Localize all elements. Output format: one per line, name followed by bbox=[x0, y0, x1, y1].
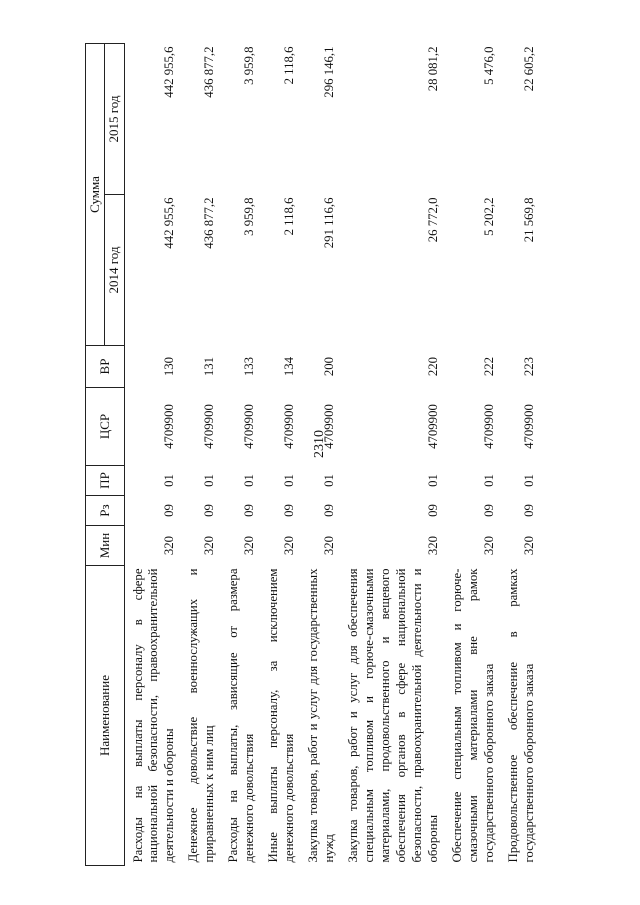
row-rz-code: 09 bbox=[282, 504, 297, 517]
table-row bbox=[129, 44, 181, 866]
row-sum-2014: 291 116,6 bbox=[322, 197, 337, 249]
budget-table bbox=[85, 43, 540, 866]
table-header bbox=[86, 44, 125, 866]
header-sum: Сумма bbox=[86, 44, 105, 346]
row-sum-2015: 3 959,8 bbox=[242, 46, 257, 85]
header-year-2014: 2014 год bbox=[105, 195, 124, 346]
row-sum-2015: 5 476,0 bbox=[482, 46, 497, 85]
row-min-code: 320 bbox=[322, 535, 337, 556]
row-vr-code: 222 bbox=[482, 356, 497, 377]
row-sum-2015: 22 605,2 bbox=[522, 46, 537, 92]
table-row bbox=[304, 44, 340, 866]
row-sum-2014: 3 959,8 bbox=[242, 197, 257, 236]
row-pr-code: 01 bbox=[202, 474, 217, 487]
row-rz-code: 09 bbox=[202, 504, 217, 517]
row-rz-code: 09 bbox=[322, 504, 337, 517]
header-year-2015: 2015 год bbox=[105, 44, 124, 195]
row-pr-code: 01 bbox=[242, 474, 257, 487]
table-row bbox=[448, 44, 500, 866]
row-min-code: 320 bbox=[242, 535, 257, 556]
row-name: Расходы на выплаты персоналу в сфере национальной безопасности, правоохранительной деятельности и обороны bbox=[130, 568, 177, 863]
row-sum-2014: 442 955,6 bbox=[162, 197, 177, 249]
row-min-code: 320 bbox=[282, 535, 297, 556]
row-sum-2015: 296 146,1 bbox=[322, 46, 337, 98]
row-name: Закупка товаров, работ и услуг для обеспечения специальным топливом и горюче-смазочными материалами, продовольственного и вещевого обеспечения органов в сфере национальной безопасности, правоохранительной деятельности и обороны bbox=[346, 568, 441, 863]
table-row bbox=[264, 44, 300, 866]
row-min-code: 320 bbox=[202, 535, 217, 556]
row-csr-code: 4709900 bbox=[322, 404, 337, 449]
row-rz-code: 09 bbox=[242, 504, 257, 517]
row-csr-code: 4709900 bbox=[426, 404, 441, 449]
table-row bbox=[184, 44, 220, 866]
row-csr-code: 4709900 bbox=[242, 404, 257, 449]
row-pr-code: 01 bbox=[162, 474, 177, 487]
row-rz-code: 09 bbox=[482, 504, 497, 517]
row-vr-code: 220 bbox=[426, 356, 441, 377]
row-sum-2014: 2 118,6 bbox=[282, 197, 297, 236]
header-csr: ЦСР bbox=[86, 388, 125, 466]
row-pr-code: 01 bbox=[482, 474, 497, 487]
row-csr-code: 4709900 bbox=[162, 404, 177, 449]
row-sum-2014: 5 202,2 bbox=[482, 197, 497, 236]
row-sum-2014: 436 877,2 bbox=[202, 197, 217, 249]
row-rz-code: 09 bbox=[426, 504, 441, 517]
row-sum-2015: 28 081,2 bbox=[426, 46, 441, 92]
row-csr-code: 4709900 bbox=[482, 404, 497, 449]
row-name: Иные выплаты персоналу, за исключением денежного довольствия bbox=[266, 568, 297, 863]
row-vr-code: 131 bbox=[202, 356, 217, 377]
row-csr-code: 4709900 bbox=[202, 404, 217, 449]
row-vr-code: 130 bbox=[162, 356, 177, 377]
row-min-code: 320 bbox=[522, 535, 537, 556]
row-rz-code: 09 bbox=[522, 504, 537, 517]
row-name: Закупка товаров, работ и услуг для государственных нужд bbox=[306, 568, 337, 863]
row-name: Денежное довольствие военнослужащих и приравненных к ним лиц bbox=[186, 568, 217, 863]
row-name: Обеспечение специальным топливом и горюче-смазочными материалами вне рамок государственного оборонного заказа bbox=[450, 568, 497, 863]
header-name: Наименование bbox=[86, 566, 125, 866]
row-min-code: 320 bbox=[162, 535, 177, 556]
row-vr-code: 133 bbox=[242, 356, 257, 377]
row-sum-2014: 21 569,8 bbox=[522, 197, 537, 243]
row-vr-code: 134 bbox=[282, 356, 297, 377]
row-pr-code: 01 bbox=[282, 474, 297, 487]
table-row bbox=[224, 44, 260, 866]
row-vr-code: 200 bbox=[322, 356, 337, 377]
row-csr-code: 4709900 bbox=[522, 404, 537, 449]
row-min-code: 320 bbox=[426, 535, 441, 556]
row-sum-2015: 436 877,2 bbox=[202, 46, 217, 98]
row-csr-code: 4709900 bbox=[282, 404, 297, 449]
header-pr: ПР bbox=[86, 466, 125, 496]
table-body bbox=[124, 44, 540, 866]
header-rz: Рз bbox=[86, 496, 125, 526]
row-rz-code: 09 bbox=[162, 504, 177, 517]
page-number-text: 2310 bbox=[312, 430, 327, 458]
header-min: Мин bbox=[86, 526, 125, 566]
row-name: Расходы на выплаты, зависящие от размера денежного довольствия bbox=[226, 568, 257, 863]
row-vr-code: 223 bbox=[522, 356, 537, 377]
row-name: Продовольственное обеспечение в рамках государственного оборонного заказа bbox=[506, 568, 537, 863]
row-sum-2015: 442 955,6 bbox=[162, 46, 177, 98]
row-pr-code: 01 bbox=[522, 474, 537, 487]
budget-table-rotated bbox=[85, 44, 567, 866]
table-row bbox=[344, 44, 444, 866]
row-sum-2015: 2 118,6 bbox=[282, 46, 297, 85]
row-pr-code: 01 bbox=[426, 474, 441, 487]
row-sum-2014: 26 772,0 bbox=[426, 197, 441, 243]
table-row bbox=[504, 44, 540, 866]
row-min-code: 320 bbox=[482, 535, 497, 556]
row-pr-code: 01 bbox=[322, 474, 337, 487]
header-vr: ВР bbox=[86, 346, 125, 388]
